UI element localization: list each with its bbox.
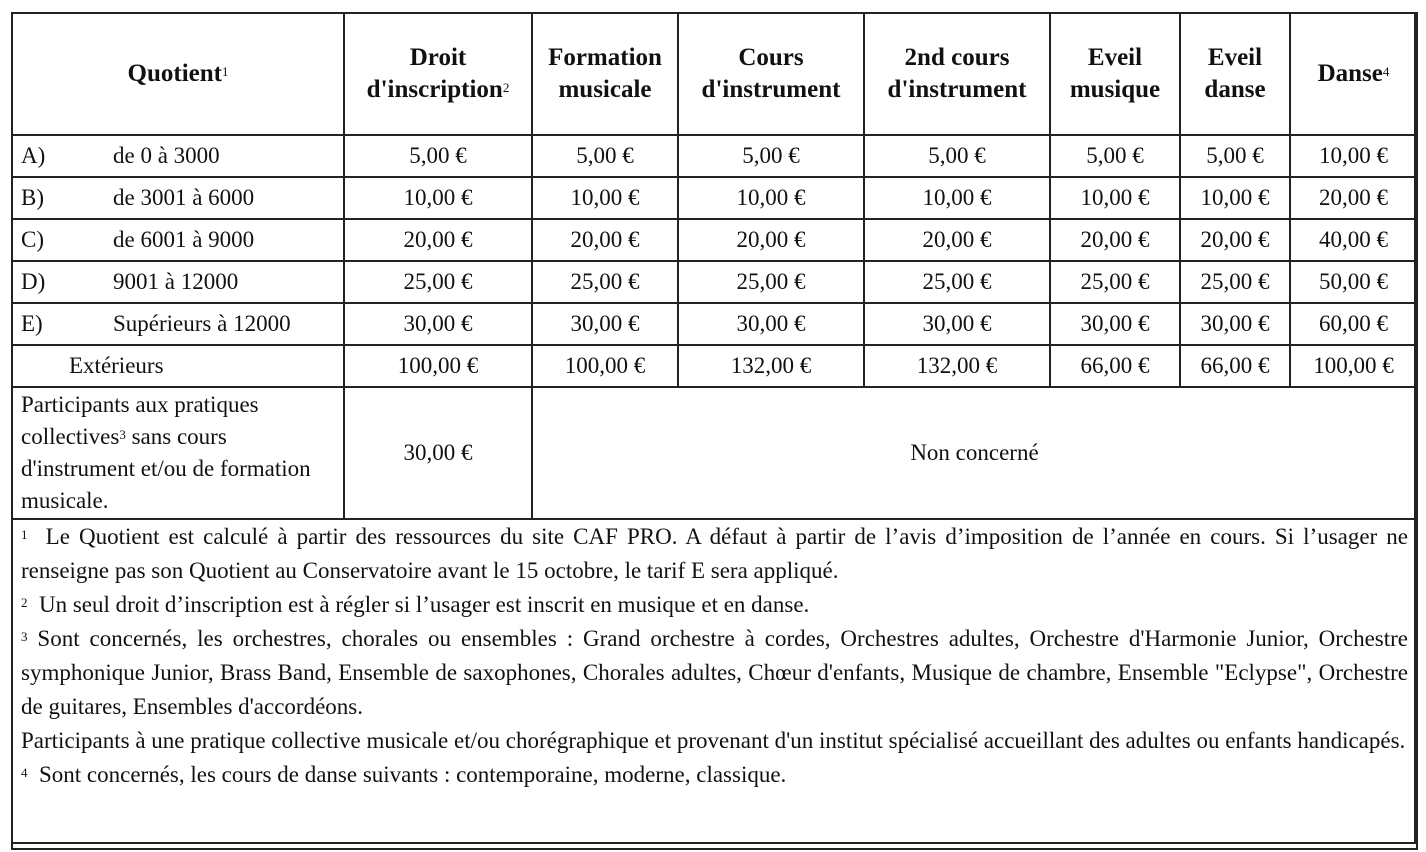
exterieurs-label: Extérieurs (12, 345, 344, 387)
participants-row (12, 387, 1417, 519)
price-cell: 25,00 € (344, 261, 532, 303)
price-cell: 25,00 € (532, 261, 678, 303)
price-cell: 10,00 € (864, 177, 1050, 219)
price-cell: 10,00 € (678, 177, 864, 219)
quotient-cell: E) Supérieurs à 12000 (12, 303, 344, 345)
footnotes (12, 519, 1417, 849)
table-row (12, 261, 1417, 303)
header-eveil-musique: Eveil musique (1050, 13, 1180, 135)
notes-row (12, 519, 1417, 849)
price-cell: 10,00 € (532, 177, 678, 219)
price-cell: 25,00 € (864, 261, 1050, 303)
table-row (12, 303, 1417, 345)
quotient-cell: D) 9001 à 12000 (12, 261, 344, 303)
non-concerne-cell: Non concerné (532, 387, 1417, 519)
table-row (12, 135, 1417, 177)
price-cell: 66,00 € (1050, 345, 1180, 387)
price-cell: 25,00 € (1180, 261, 1290, 303)
participants-droit: 30,00 € (344, 387, 532, 519)
price-cell: 30,00 € (344, 303, 532, 345)
price-cell: 10,00 € (344, 177, 532, 219)
table-row (12, 177, 1417, 219)
price-cell: 132,00 € (864, 345, 1050, 387)
tariff-table (11, 12, 1418, 850)
table-row (12, 219, 1417, 261)
header-cours-instrument: Cours d'instrument (678, 13, 864, 135)
price-cell: 20,00 € (678, 219, 864, 261)
price-cell: 20,00 € (1180, 219, 1290, 261)
price-cell: 20,00 € (532, 219, 678, 261)
price-cell: 100,00 € (1290, 345, 1417, 387)
price-cell: 25,00 € (678, 261, 864, 303)
price-cell: 40,00 € (1290, 219, 1417, 261)
header-droit-inscription: Droit d'inscription$^2$ (344, 13, 532, 135)
price-cell: 100,00 € (532, 345, 678, 387)
price-cell: 5,00 € (344, 135, 532, 177)
footnote-3b: Participants à une pratique collective musicale et/ou chorégraphique et provenant d'un institut spécialisé accueillant des adultes ou enfants handicapés. (21, 728, 1406, 753)
price-cell: 5,00 € (864, 135, 1050, 177)
quotient-cell: C) de 6001 à 9000 (12, 219, 344, 261)
header-row (12, 13, 1417, 135)
header-quotient: Quotient$^1$ (12, 13, 344, 135)
price-cell: 20,00 € (864, 219, 1050, 261)
price-cell: 30,00 € (1180, 303, 1290, 345)
exterieurs-row (12, 345, 1417, 387)
price-cell: 5,00 € (1050, 135, 1180, 177)
price-cell: 10,00 € (1180, 177, 1290, 219)
header-danse: Danse$^4$ (1290, 13, 1417, 135)
price-cell: 10,00 € (1290, 135, 1417, 177)
price-cell: 10,00 € (1050, 177, 1180, 219)
price-cell: 30,00 € (678, 303, 864, 345)
price-cell: 5,00 € (678, 135, 864, 177)
header-formation-musicale: Formation musicale (532, 13, 678, 135)
price-cell: 30,00 € (1050, 303, 1180, 345)
price-cell: 20,00 € (1290, 177, 1417, 219)
quotient-cell: A) de 0 à 3000 (12, 135, 344, 177)
price-cell: 20,00 € (344, 219, 532, 261)
footnote-3: $^3$ Sont concernés, les orchestres, chorales ou ensembles : Grand orchestre à cordes, Orchestres adultes, Orchestre d'Harmonie Junior, Orchestre symphonique Junior, Brass Band, Ensemble de saxophones, Chorales adultes, Chœur d'enfants, Musique de chambre, Ensemble "Eclypse", Orchestre de guitares, Ensembles d'accordéons. (21, 626, 1409, 719)
price-cell: 50,00 € (1290, 261, 1417, 303)
price-cell: 100,00 € (344, 345, 532, 387)
price-cell: 5,00 € (532, 135, 678, 177)
price-cell: 20,00 € (1050, 219, 1180, 261)
header-eveil-danse: Eveil danse (1180, 13, 1290, 135)
price-cell: 132,00 € (678, 345, 864, 387)
participants-label: Participants aux pratiques collectives$^3$ sans cours d'instrument et/ou de formation musicale. (12, 387, 344, 519)
footnote-2: $^2$ Un seul droit d’inscription est à régler si l’usager est inscrit en musique et en danse. (21, 592, 810, 617)
footnote-4: $^4$ Sont concernés, les cours de danse suivants : contemporaine, moderne, classique. (21, 762, 787, 787)
price-cell: 5,00 € (1180, 135, 1290, 177)
price-cell: 30,00 € (532, 303, 678, 345)
header-second-cours: 2nd cours d'instrument (864, 13, 1050, 135)
price-cell: 66,00 € (1180, 345, 1290, 387)
footnote-1: $^1$ Le Quotient est calculé à partir des ressources du site CAF PRO. A défaut à partir de l’avis d’imposition de l’année en cours. Si l’usager ne renseigne pas son Quotient au Conservatoire avant le 15 octobre, le tarif E sera appliqué. (21, 524, 1408, 583)
quotient-cell: B) de 3001 à 6000 (12, 177, 344, 219)
price-cell: 30,00 € (864, 303, 1050, 345)
price-cell: 25,00 € (1050, 261, 1180, 303)
price-cell: 60,00 € (1290, 303, 1417, 345)
